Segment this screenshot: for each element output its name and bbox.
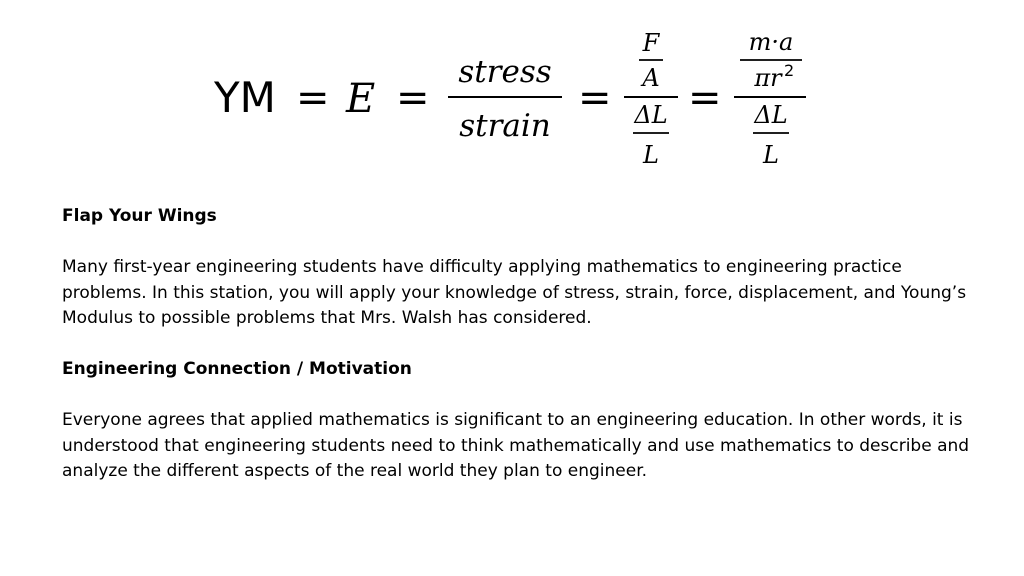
formula-pi-r: πr	[754, 64, 782, 92]
formula-ym-label: YM	[214, 73, 276, 122]
section-body-flap-your-wings: Many first-year engineering students have difficulty applying mathematics to engineering practice problems. In this station, you will apply your knowledge of stress, strain, force, displacement, and Young’s Modulus to possible problems that Mrs. Walsh has considered.	[62, 257, 967, 328]
formula-equals-3: =	[578, 75, 612, 121]
spacer	[62, 383, 982, 409]
section-heading-flap-your-wings: Flap Your Wings	[62, 206, 217, 226]
formula-delta-l-2: ΔL	[754, 101, 788, 129]
section-body-engineering-connection: Everyone agrees that applied mathematics is significant to an engineering education. In other words, it is understood that engineering students need to think mathematically and use mathematics to describe and analyze the different aspects of the real world they plan to engineer.	[62, 410, 970, 481]
formula-length-l: L	[643, 141, 659, 169]
formula-equals-1: =	[296, 75, 330, 121]
spacer	[62, 332, 982, 358]
formula-symbol-e: E	[346, 76, 376, 122]
document-body	[62, 204, 982, 485]
formula-stress: stress	[458, 54, 552, 90]
section-heading-engineering-connection: Engineering Connection / Motivation	[62, 359, 412, 379]
formula-exponent-2: 2	[784, 61, 795, 80]
formula-delta-l: ΔL	[634, 101, 668, 129]
formula-equals-2: =	[396, 75, 430, 121]
spacer	[62, 230, 982, 256]
formula-strain: strain	[459, 108, 551, 144]
formula-length-l-2: L	[763, 141, 779, 169]
formula-area-a: A	[642, 64, 660, 92]
formula-mass-accel: m·a	[748, 28, 794, 56]
youngs-modulus-formula	[0, 0, 1024, 190]
formula-equals-4: =	[688, 75, 722, 121]
formula-force-f: F	[642, 29, 660, 57]
